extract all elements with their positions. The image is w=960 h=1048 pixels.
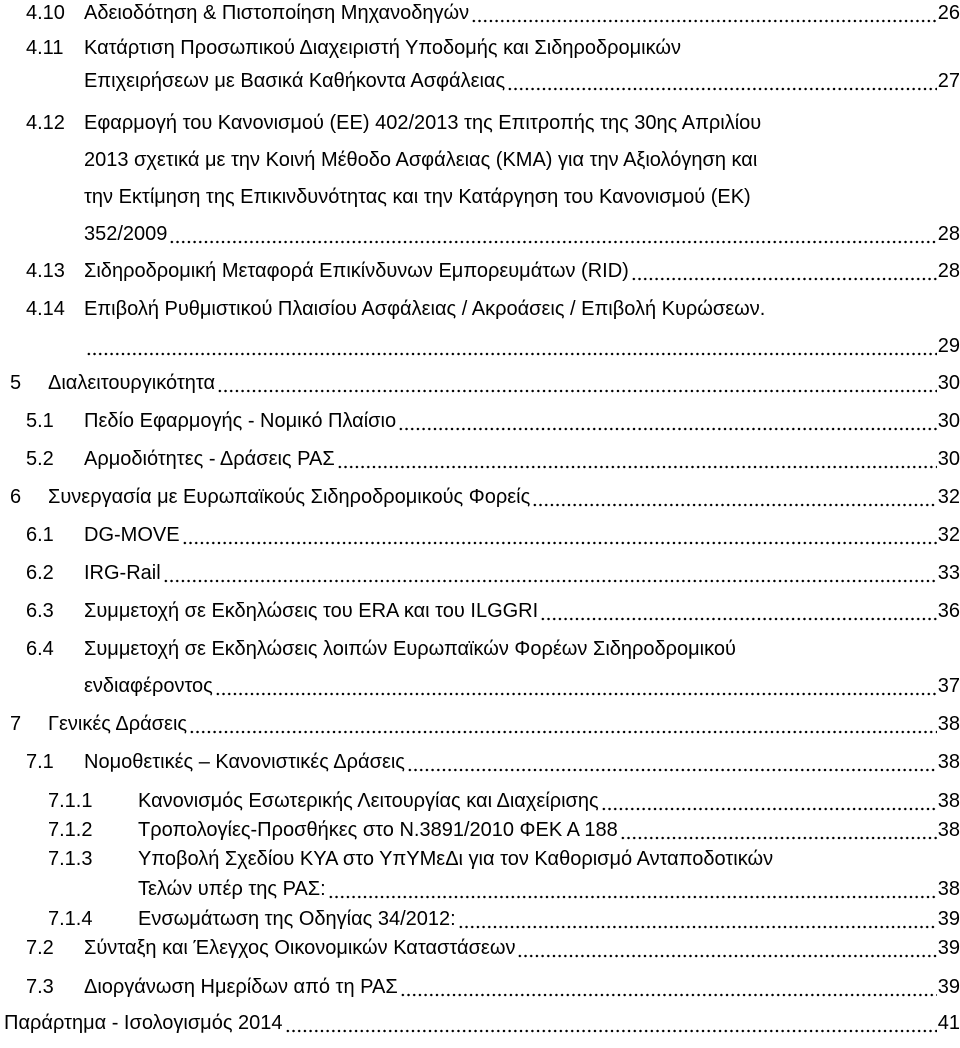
toc-entry[interactable] xyxy=(0,636,960,662)
toc-entry[interactable] xyxy=(0,598,960,624)
dot-leader xyxy=(215,673,937,699)
toc-entry-number: 6.3 xyxy=(26,600,54,622)
toc-entry[interactable] xyxy=(0,221,960,247)
toc-entry-number: 6.1 xyxy=(26,524,54,546)
toc-entry[interactable] xyxy=(0,749,960,775)
toc-entry[interactable] xyxy=(0,788,960,814)
toc-entry[interactable] xyxy=(0,184,960,210)
toc-entry[interactable] xyxy=(0,711,960,737)
toc-entry-number: 7.3 xyxy=(26,976,54,998)
dot-leader xyxy=(182,522,937,548)
toc-entry-number: 5.1 xyxy=(26,410,54,432)
dot-leader xyxy=(400,974,937,1000)
toc-entry-page-number: 38 xyxy=(937,878,960,900)
toc-entry-page-number: 28 xyxy=(937,223,960,245)
toc-entry-number: 4.12 xyxy=(26,112,65,134)
toc-entry-title: Σύνταξη και Έλεγχος Οικονομικών Καταστάσεων xyxy=(84,937,516,959)
toc-entry-title: Συμμετοχή σε Εκδηλώσεις λοιπών Ευρωπαϊκών Φορέων Σιδηροδρομικού xyxy=(84,638,736,660)
toc-entry-title: Σιδηροδρομική Μεταφορά Επικίνδυνων Εμπορευμάτων (RID) xyxy=(84,260,629,282)
toc-entry-number: 7.1.3 xyxy=(48,848,93,870)
toc-entry-title: Διοργάνωση Ημερίδων από τη ΡΑΣ xyxy=(84,976,398,998)
toc-entry-page-number: 30 xyxy=(937,372,960,394)
toc-entry-title: Κανονισμός Εσωτερικής Λειτουργίας και Διαχείρισης xyxy=(138,790,599,812)
toc-entry-title: ενδιαφέροντος xyxy=(84,675,213,697)
toc-entry-page-number: 37 xyxy=(937,675,960,697)
dot-leader xyxy=(407,749,937,775)
toc-entry-page-number: 38 xyxy=(937,819,960,841)
toc-entry-title: Αδειοδότηση & Πιστοποίηση Μηχανοδηγών xyxy=(84,2,470,24)
toc-entry[interactable] xyxy=(0,560,960,586)
toc-entry-page-number: 26 xyxy=(937,2,960,24)
toc-entry-title: Τροπολογίες-Προσθήκες στο Ν.3891/2010 ΦΕΚ Α 188 xyxy=(138,819,618,841)
toc-entry-title: Διαλειτουργικότητα xyxy=(48,372,216,394)
toc-entry-number: 6.4 xyxy=(26,638,54,660)
toc-entry-title: Νομοθετικές – Κανονιστικές Δράσεις xyxy=(84,751,405,773)
toc-entry-page-number: 32 xyxy=(937,524,960,546)
dot-leader xyxy=(620,817,937,843)
dot-leader xyxy=(507,68,937,94)
dot-leader xyxy=(337,446,937,472)
toc-entry-title: Αρμοδιότητες - Δράσεις ΡΑΣ xyxy=(84,448,335,470)
dot-leader xyxy=(189,711,937,737)
toc-entry[interactable] xyxy=(0,258,960,284)
toc-entry[interactable] xyxy=(0,446,960,472)
toc-entry-page-number: 33 xyxy=(937,562,960,584)
dot-leader xyxy=(169,221,936,247)
toc-entry[interactable] xyxy=(0,484,960,510)
toc-entry[interactable] xyxy=(0,408,960,434)
toc-entry-page-number: 38 xyxy=(937,751,960,773)
dot-leader xyxy=(517,935,936,961)
toc-entry[interactable] xyxy=(0,846,960,872)
toc-entry-page-number: 38 xyxy=(937,713,960,735)
toc-entry-title: Τελών υπέρ της ΡΑΣ: xyxy=(138,878,326,900)
toc-entry-number: 4.13 xyxy=(26,260,65,282)
toc-entry-title: Ενσωμάτωση της Οδηγίας 34/2012: xyxy=(138,908,456,930)
toc-entry[interactable] xyxy=(0,68,960,94)
toc-entry[interactable] xyxy=(0,296,960,322)
toc-entry-number: 7.2 xyxy=(26,937,54,959)
toc-entry-number: 6.2 xyxy=(26,562,54,584)
toc-entry-page-number: 27 xyxy=(937,70,960,92)
toc-entry-page-number: 39 xyxy=(937,976,960,998)
toc-entry-page-number: 36 xyxy=(937,600,960,622)
toc-entry[interactable] xyxy=(0,35,960,61)
dot-leader xyxy=(471,0,937,26)
dot-leader xyxy=(532,484,937,510)
toc-entry-page-number: 28 xyxy=(937,260,960,282)
toc-entry-title: την Εκτίμηση της Επικινδυνότητας και την Κατάργηση του Κανονισμού (ΕΚ) xyxy=(84,186,751,208)
toc-entry-title: Πεδίο Εφαρμογής - Νομικό Πλαίσιο xyxy=(84,410,397,432)
toc-entry-title: 352/2009 xyxy=(84,223,168,245)
toc-entry[interactable] xyxy=(0,370,960,396)
toc-entry-number: 5.2 xyxy=(26,448,54,470)
toc-entry-title: Συνεργασία με Ευρωπαϊκούς Σιδηροδρομικούς Φορείς xyxy=(48,486,531,508)
toc-entry-page-number: 30 xyxy=(937,410,960,432)
toc-entry-number: 7 xyxy=(10,713,22,735)
toc-entry-number: 4.10 xyxy=(26,2,65,24)
toc-entry-title: Κατάρτιση Προσωπικού Διαχειριστή Υποδομής και Σιδηροδρομικών xyxy=(84,37,681,59)
dot-leader xyxy=(398,408,937,434)
toc-entry-number: 7.1 xyxy=(26,751,54,773)
toc-entry-title: 2013 σχετικά με την Κοινή Μέθοδο Ασφάλειας (ΚΜΑ) για την Αξιολόγηση και xyxy=(84,149,758,171)
toc-entry[interactable] xyxy=(0,0,960,26)
dot-leader xyxy=(86,333,937,359)
toc-entry-title: Εφαρμογή του Κανονισμού (ΕΕ) 402/2013 της Επιτροπής της 30ης Απριλίου xyxy=(84,112,762,134)
toc-entry-title: Υποβολή Σχεδίου ΚΥΑ στο ΥπΥΜεΔι για τον Καθορισμό Ανταποδοτικών xyxy=(138,848,774,870)
toc-entry-page-number: 38 xyxy=(937,790,960,812)
toc-entry-page-number: 41 xyxy=(937,1012,960,1034)
dot-leader xyxy=(163,560,937,586)
dot-leader xyxy=(285,1010,937,1036)
toc-entry-title: DG-MOVE xyxy=(84,524,180,546)
toc-entry[interactable] xyxy=(0,522,960,548)
toc-entry-number: 4.11 xyxy=(26,37,64,59)
toc-entry[interactable] xyxy=(0,935,960,961)
dot-leader xyxy=(458,906,937,932)
dot-leader xyxy=(631,258,937,284)
toc-entry-title: Γενικές Δράσεις xyxy=(48,713,188,735)
toc-entry-title: Παράρτημα - Ισολογισμός 2014 xyxy=(4,1012,283,1034)
toc-entry-page-number: 39 xyxy=(937,908,960,930)
toc-entry-title: Επιχειρήσεων με Βασικά Καθήκοντα Ασφάλειας xyxy=(84,70,506,92)
toc-entry-number: 7.1.2 xyxy=(48,819,93,841)
toc-entry-number: 4.14 xyxy=(26,298,65,320)
toc-entry[interactable] xyxy=(0,906,960,932)
toc-entry[interactable] xyxy=(0,333,960,359)
toc-entry[interactable] xyxy=(0,673,960,699)
dot-leader xyxy=(540,598,937,624)
toc-entry-title: Συμμετοχή σε Εκδηλώσεις του ERA και του ILGGRI xyxy=(84,600,539,622)
toc-entry-number: 7.1.1 xyxy=(48,790,93,812)
dot-leader xyxy=(328,876,937,902)
toc-entry-page-number: 29 xyxy=(937,335,960,357)
toc-entry-title: IRG-Rail xyxy=(84,562,161,584)
toc-entry[interactable] xyxy=(0,817,960,843)
dot-leader xyxy=(601,788,937,814)
dot-leader xyxy=(217,370,937,396)
toc-entry[interactable] xyxy=(0,147,960,173)
toc-entry-page-number: 39 xyxy=(937,937,960,959)
toc-entry-title: Επιβολή Ρυθμιστικού Πλαισίου Ασφάλειας / Ακροάσεις / Επιβολή Κυρώσεων. xyxy=(84,298,766,320)
toc-entry[interactable] xyxy=(0,1010,960,1036)
toc-entry-number: 6 xyxy=(10,486,22,508)
toc-entry-page-number: 32 xyxy=(937,486,960,508)
toc-entry-number: 5 xyxy=(10,372,22,394)
toc-entry[interactable] xyxy=(0,110,960,136)
toc-entry[interactable] xyxy=(0,876,960,902)
toc-entry-number: 7.1.4 xyxy=(48,908,93,930)
toc-entry[interactable] xyxy=(0,974,960,1000)
toc-entry-page-number: 30 xyxy=(937,448,960,470)
